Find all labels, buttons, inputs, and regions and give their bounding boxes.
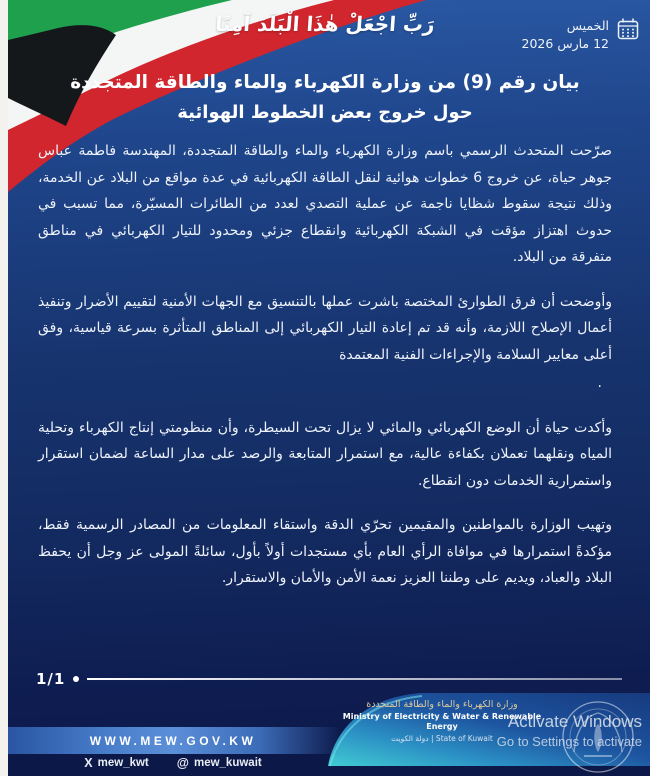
paragraph-2: وأوضحت أن فرق الطوارئ المختصة باشرت عملها بالتنسيق مع الجهات الأمنية لتقييم الأضرار وتنفيذ أعمال الإصلاح اللازمة، وأنه قد تم إعادة التيار الكهربائي إلى المناطق المتأثرة بسرعة قياسية، وفق أعلى معايير السلامة والإجراءات الفنية المعتمدة bbox=[38, 293, 612, 363]
title-line-2: حول خروج بعض الخطوط الهوائية bbox=[177, 102, 473, 123]
watermark-line-2: Go to Settings to activate bbox=[496, 734, 642, 750]
date-block bbox=[522, 17, 640, 52]
watermark-line-1: Activate Windows bbox=[507, 712, 642, 731]
x-handle: mew_kwt bbox=[97, 757, 149, 769]
instagram-icon: @ bbox=[176, 756, 189, 770]
instagram-handle: mew_kuwait bbox=[193, 757, 262, 769]
statement-body bbox=[38, 138, 612, 610]
statement-title bbox=[20, 72, 630, 123]
ministry-name-arabic: وزارة الكهرباء والماء والطاقة المتجددة bbox=[366, 699, 518, 710]
calendar-icon bbox=[616, 17, 640, 41]
instagram-handle-item[interactable] bbox=[177, 756, 262, 770]
indicator-dot bbox=[73, 676, 79, 682]
state-of-kuwait-label: دولة الكويت | State of Kuwait bbox=[391, 733, 493, 743]
page-indicator bbox=[36, 670, 622, 688]
ministry-name-english: Ministry of Electricity & Water & Renewable Energy bbox=[342, 712, 542, 731]
stray-period: . bbox=[597, 375, 602, 391]
paragraph-4: وتهيب الوزارة بالمواطنين والمقيمين تحرّي الدقة واستقاء المعلومات من المصادر الرسمية فقط، مؤكدةً استمرارها في موافاة الرأي العام بأي مستجدات أولاً بأول، سائلةً المولى عز وجل أن يحفظ البلاد والعباد، ويديم على وطننا العزيز نعمة الأمن والأمان والاستقرار. bbox=[38, 517, 612, 586]
falcon-emblem-icon bbox=[560, 700, 636, 774]
website-strip bbox=[8, 727, 338, 754]
website-url[interactable]: WWW.MEW.GOV.KW bbox=[89, 733, 257, 748]
ministry-logo-block bbox=[326, 699, 558, 743]
paragraph-3: وأكدت حياة أن الوضع الكهربائي والمائي لا يزال تحت السيطرة، وأن منظومتي إنتاج الكهرباء وتحلية المياه ونقلهما تعملان بكفاءة عالية، مع استمرار المتابعة والرصد على مدار الساعة لضمان استقرار واستمرارية الخدمات دون انقطاع. bbox=[38, 419, 612, 489]
calligraphy-header: رَبِّ اجْعَلْ هٰذَا الْبَلَدَ آمِنًا bbox=[214, 12, 436, 36]
x-icon: X bbox=[84, 756, 93, 770]
paragraph-1: صرّحت المتحدث الرسمي باسم وزارة الكهرباء والماء والطاقة المتجددة، المهندسة فاطمة عباس جوهر حياة، عن خروج 6 خطوات هوائية لنقل الطاقة الكهربائية في عدة مواقع من البلاد عن الخدمة، وذلك نتيجة سقوط شظايا ناجمة عن عملية التصدي لعدد من الطائرات المسيّرة، مما تسبب في حدوث اهتزاز مؤقت في الشبكة الكهربائية وانقطاع جزئي ومحدود للتيار الكهربائي في مناطق متفرقة من البلاد. bbox=[38, 143, 612, 265]
left-edge-strip bbox=[0, 0, 8, 776]
page-number: 1/1 bbox=[36, 670, 66, 688]
date-text bbox=[522, 17, 609, 52]
date-weekday: الخميس bbox=[566, 18, 609, 33]
x-handle-item[interactable] bbox=[84, 756, 148, 770]
social-row bbox=[8, 756, 338, 770]
indicator-line bbox=[87, 678, 622, 680]
date-value: 12 مارس 2026 bbox=[521, 35, 609, 51]
title-line-1: بيان رقم (9) من وزارة الكهرباء والماء والطاقة المتجددة bbox=[70, 72, 580, 93]
